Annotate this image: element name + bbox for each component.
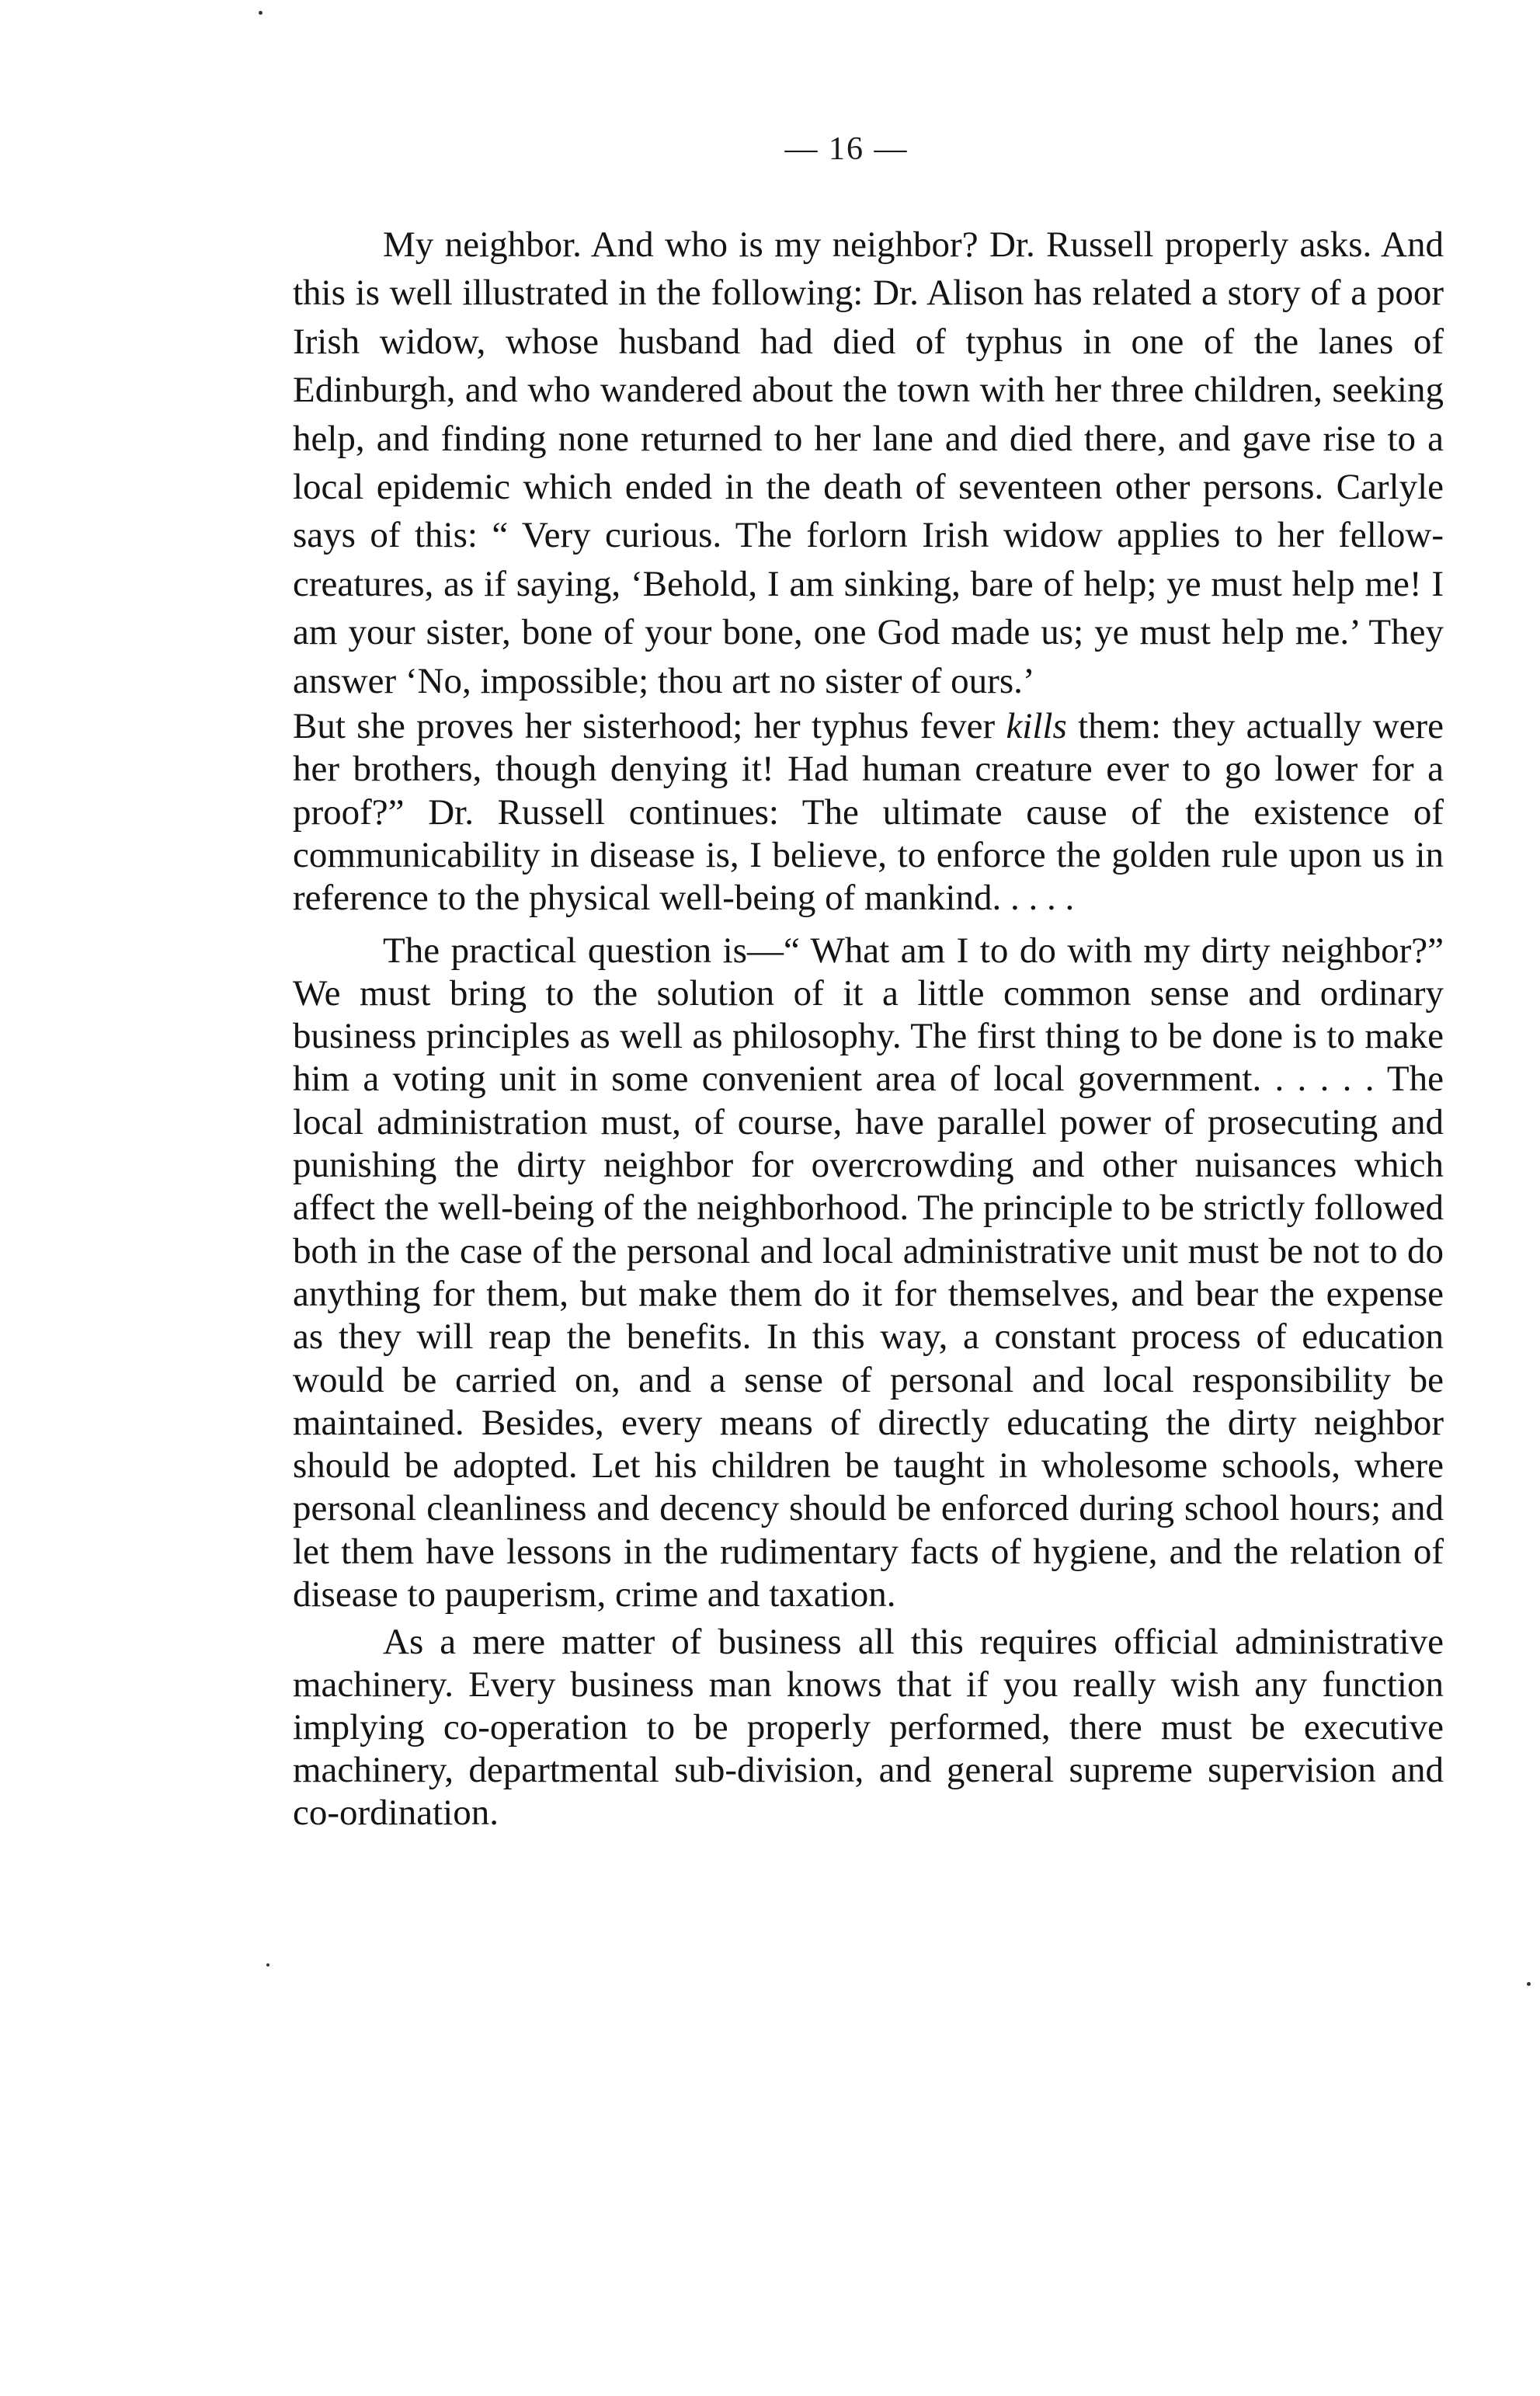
- print-speck: [259, 11, 262, 15]
- paragraph: The practical question is—“ What am I to do with my dirty neighbor?” We must bring to the solution of it a little common sense and ordinary business principles as well as philosophy. The first thing to be done is to make him a voting unit in some convenient area of local government. . . . . . The local administration must, of course, have parallel power of prosecuting and punishing the dirty neighbor for overcrowding and other nuisances which affect the well-being of the neighborhood. The principle to be strictly followed both in the case of the personal and local administrative unit must be not to do anything for them, but make them do it for themselves, and bear the expense as they will reap the benefits. In this way, a constant process of education would be carried on, and a sense of personal and local responsibility be maintained. Besides, every means of directly educating the dirty neighbor should be adopted. Let his children be taught in wholesome schools, where personal cleanliness and decency should be enforced during school hours; and let them have lessons in the rudimentary facts of hygiene, and the relation of disease to pauperism, crime and taxation.: [293, 930, 1444, 1615]
- page-number: — 16 —: [784, 131, 909, 167]
- paragraph: My neighbor. And who is my neighbor? Dr. Russell properly asks. And this is well illustrated in the following: Dr. Alison has related a story of a poor Irish widow, whose husband had died of typhus in one of the lanes of Edinburgh, and who wandered about the town with her three children, seeking help, and finding none returned to her lane and died there, and gave rise to a local epidemic which ended in the death of seventeen other persons. Carlyle says of this: “ Very curious. The forlorn Irish widow applies to her fellow-creatures, as if saying, ‘Behold, I am sinking, bare of help; ye must help me! I am your sister, bone of your bone, one God made us; ye must help me.’ They answer ‘No, impossible; thou art no sister of ours.’: [293, 224, 1444, 701]
- print-speck: [1527, 1982, 1531, 1986]
- paragraph: As a mere matter of business all this requires official administrative machinery. Every business man knows that if you really wish any function implying co-operation to be properly performed, there must be executive machinery, departmental sub-division, and general supreme supervision and co-ordination.: [293, 1622, 1444, 1834]
- paragraph-text: them: they actually were her brothers, though denying it! Had human creature ever to go lower for a proof?” Dr. Russell continues: The ultimate cause of the existence of communicability in disease is, I believe, to enforce the golden rule upon us in reference to the physical well-being of mankind. . . . .: [293, 706, 1444, 919]
- paragraph: [293, 705, 1444, 920]
- body-text: [293, 221, 1444, 1834]
- paragraph-text: But she proves her sisterhood; her typhus fever: [293, 706, 1006, 747]
- italic-word: kills: [1006, 706, 1067, 747]
- print-speck: [266, 1963, 269, 1967]
